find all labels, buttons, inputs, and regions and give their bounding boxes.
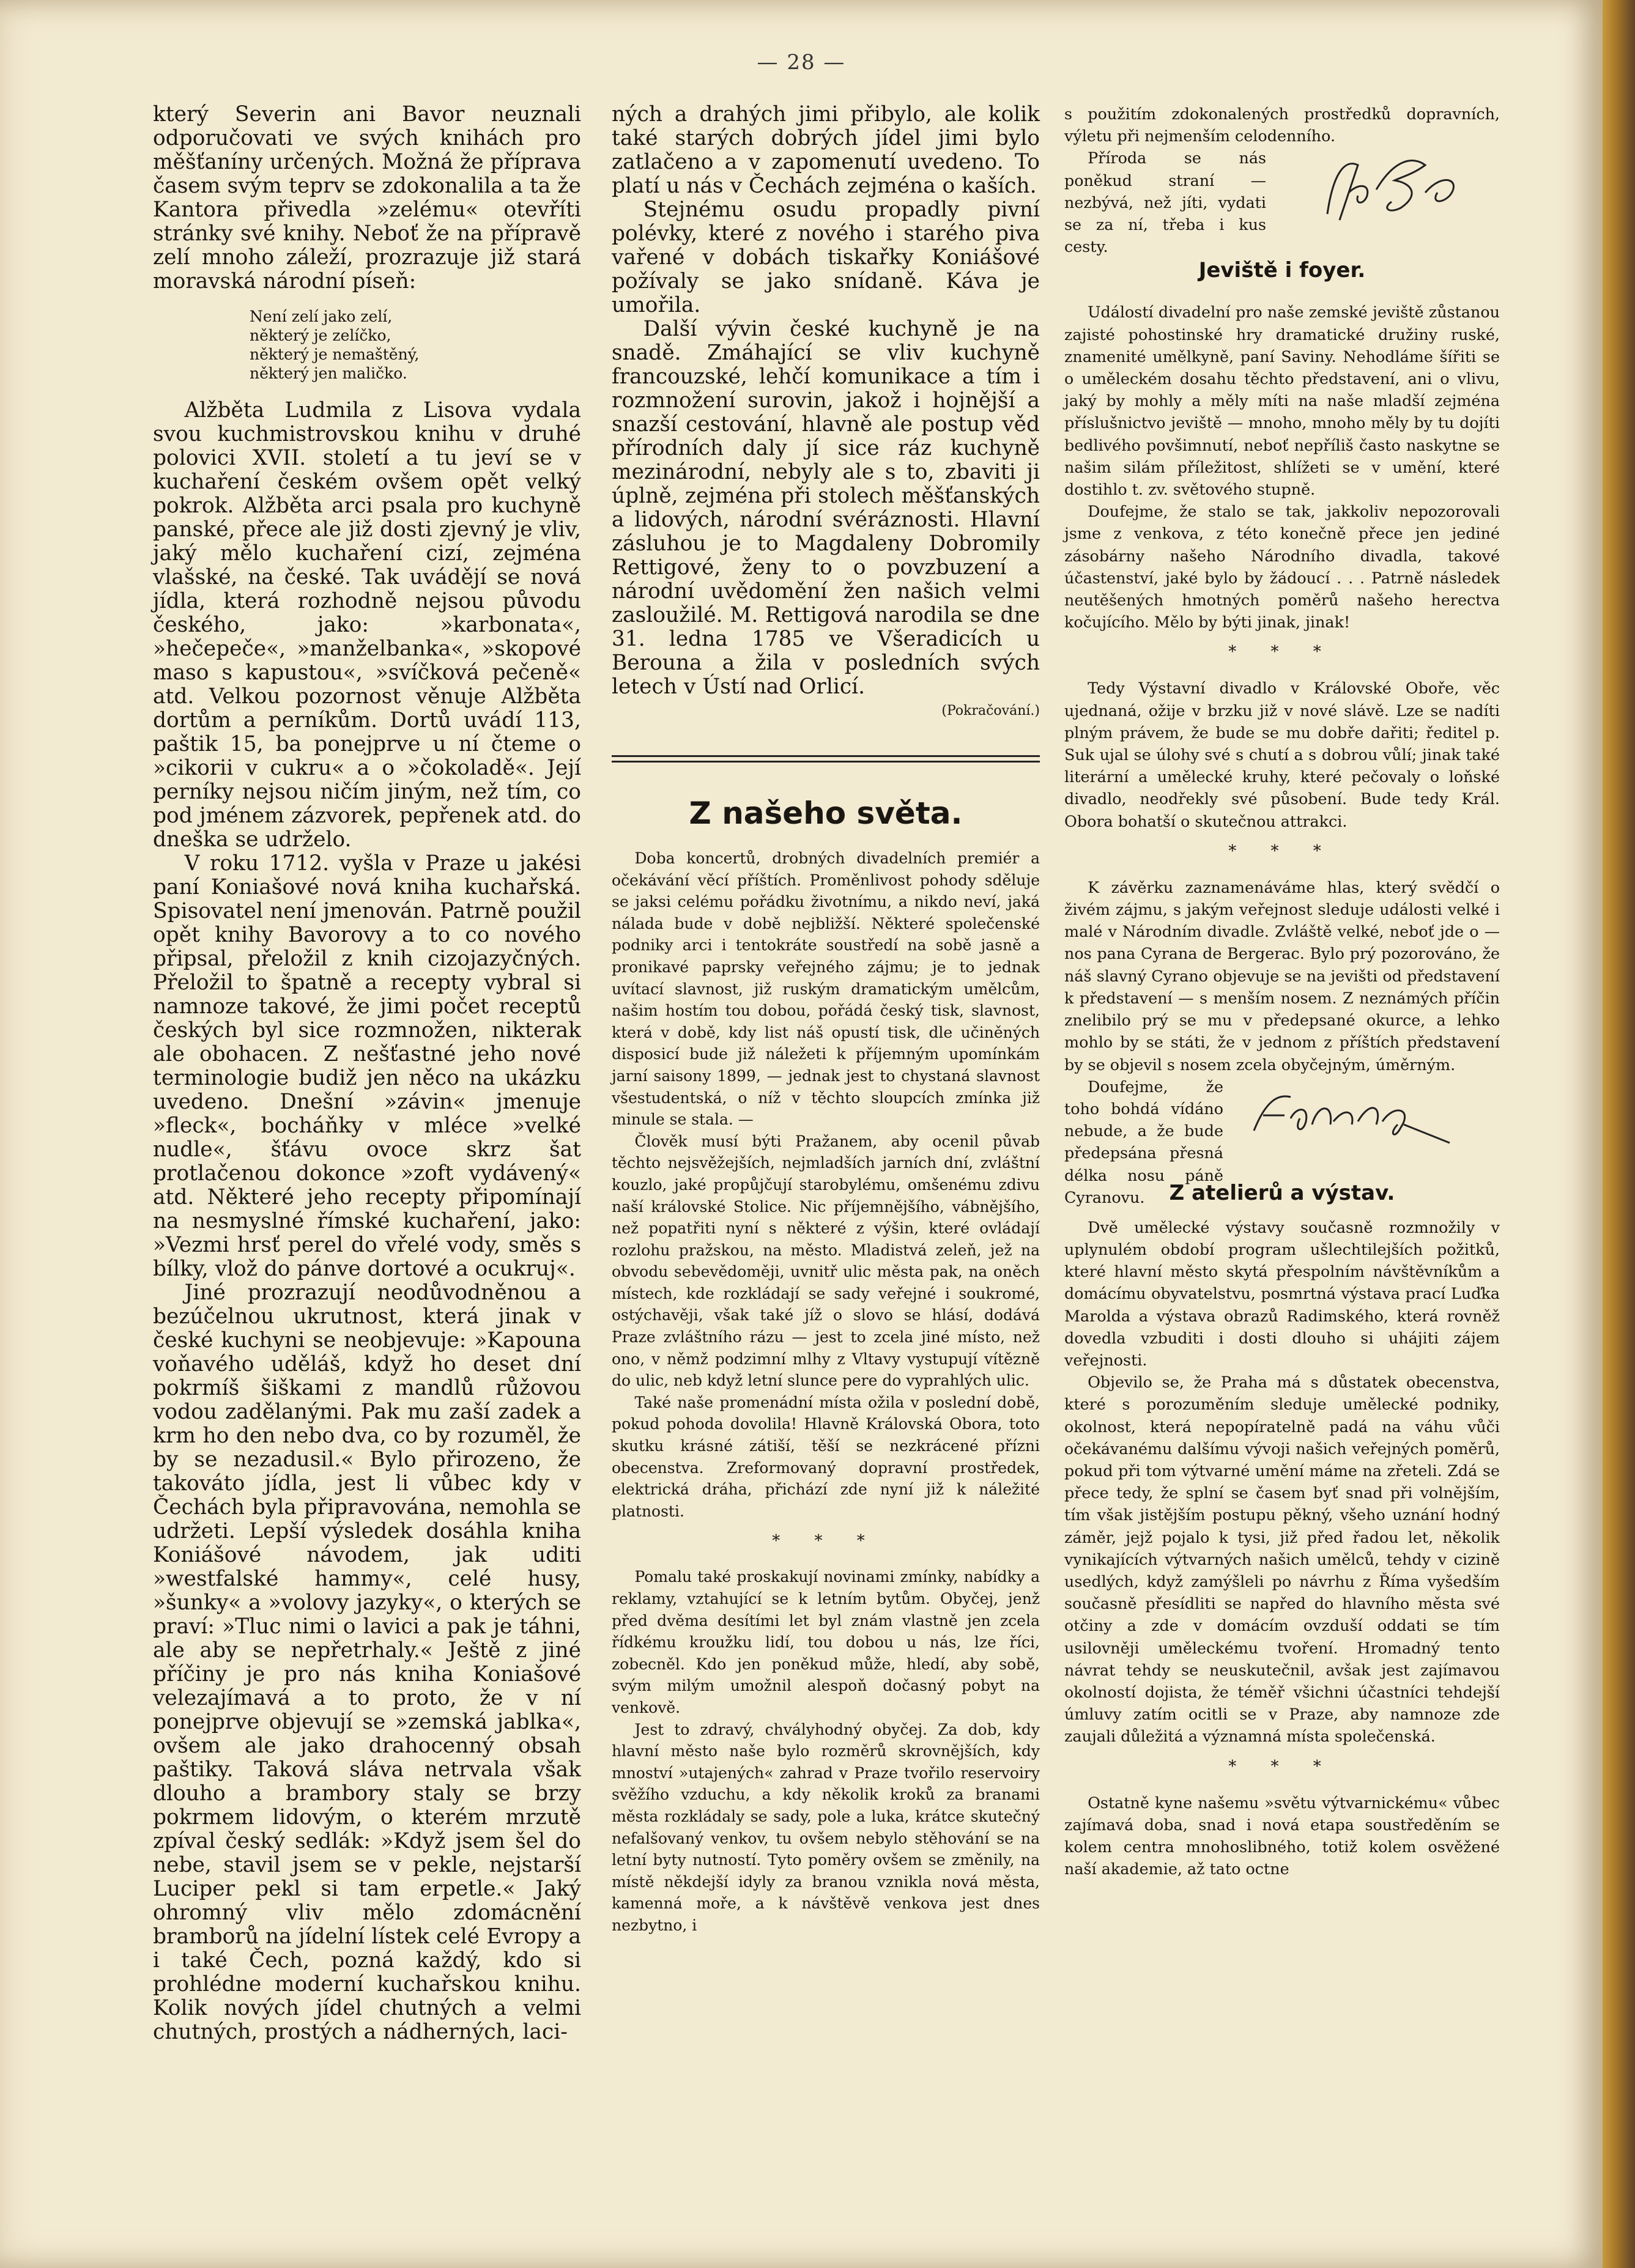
column-2-upper [612, 103, 1040, 723]
folk-song-poem [250, 307, 581, 383]
section-heading: Z našeho světa. [689, 796, 963, 831]
signature-block-1 [1064, 147, 1500, 256]
paragraph: Pomalu také proskakují novinami zmínky, nabídky a reklamy, vztahující se k letním bytům. Obyčej, jenž před dvěma desítími let byl znám vlastně jen zcela řídkému kroužku lidí, tou dobou u nás, lze říci, zobecněl. Kdo jen poněkud může, hledí, aby sobě, svým milým umožnil alespoň dočasný pobyt na venkově. [612, 1568, 1040, 1716]
section-separator: * * * [1228, 643, 1336, 662]
continuation-note: (Pokračování.) [941, 703, 1040, 718]
paragraph: Doufejme, že stalo se tak, jakkoliv nepozorovali jsme z venkova, z této konečně přece jen jediné zásobárny našeho Národního divadla, takové účastenství, jaké bylo by žádoucí . . . Patrně následek neutěšených hmotných poměrů našeho herectva kočujícího. Mělo by býti jinak, jinak! [1064, 502, 1500, 632]
paragraph: Stejnému osudu propadly pivní polévky, které z nového i starého piva vařené v dobách tiskařky Koniášové požívaly se jako snídaně. Káva je umořila. [612, 198, 1040, 317]
double-rule-top [612, 755, 1040, 757]
paragraph: V roku 1712. vyšla v Praze u jakési paní Koniašové nová kniha kuchařská. Spisovatel není jmenován. Patrně použil opět knihy Bavorovy a to co nového připsal, přeložil z knih cizojazyčných. Přeložil to špatně a recepty vybral si namnoze takové, že jimi počet receptů českých byl sice rozmnožen, nikterak ale obohacen. Z nešťastné jeho nové terminologie budiž jen něco na ukázku uvedeno. Dnešní »závin« jmenuje »fleck«, bocháňky v mléce »velké nudle«, šťávu ovoce skrz šat protlačenou dokonce »zoft vydávený« atd. Některé jeho recepty připomínají na nesmyslné římské kuchaření, jako: »Vezmi hrsť perel do vřelé vody, směs s bílky, vlož do pánve dortové a ocukruj«. [153, 851, 581, 1281]
paragraph: Tedy Výstavní divadlo v Královské Oboře, věc ujednaná, ožije v brzku již v nové slávě. Lze se nadíti plným právem, že bude se mu dobře dařiti; ředitel p. Suk ujal se úlohy své s chutí a s dobrou vůlí; jinak také literární a umělecké kruhy, které pečovaly o loňské divadlo, neodřekly své působení. Bude tedy Král. Obora bohatší o skutečnou attrakci. [1064, 679, 1500, 830]
poem-line: některý je nemaštěný, [250, 345, 420, 363]
section-separator: * * * [772, 1532, 880, 1551]
paragraph: Dvě umělecké výstavy současně rozmnožily v uplynulém období program ušlechtilejších požitků, které hlavní město skytá přespolním návštěvníkům a domácímu obyvatelstvu, posmrtná výstava prací Luďka Marolda a výstava obrazů Radimského, která rovněž dovedla vzbuditi i dosti dlouho si uhájiti zájem veřejnosti. [1064, 1217, 1500, 1369]
paragraph: K závěrku zaznamenáváme hlas, který svědčí o živém zájmu, s jakým veřejnost sleduje události velké i malé v Národním divadle. Zvláště velké, neboť jde o — nos pana Cyrana de Bergerac. Bylo prý pozorováno, že náš slavný Cyrano objevuje se na jevišti od představení k představení — s menším nosem. Z neznámých příčin znelibilo prý se mu v předepsané okurce, a lehko mohlo by se státi, že v jednom z příštích představení by se objevil s nosem zcela obyčejným, úměrným. [1064, 877, 1500, 1074]
page-edge [1603, 0, 1635, 2268]
paragraph: ných a drahých jimi přibylo, ale kolik také starých dobrých jídel jimi bylo zatlačeno a v zapomenutí uvedeno. To platí u nás v Čechách zejména o kaších. [612, 102, 1040, 198]
section-separator: * * * [1228, 841, 1336, 860]
paragraph: Objevilo se, že Praha má s důstatek obecenstva, které s porozuměním sleduje umělecké podniky, okolnost, která nepopíratelně padá na váhu vůči očekávanému dalšímu vývoji našich veřejných poměrů, pokud při tom výtvarné umění máme na zřeteli. Zdá se přece tedy, že splní se časem byť snad při volnějším, tím však jistějším postupu pěkný, všeho uznání hodný záměr, jejž pojalo k tysi, již před řadou let, několik vynikajících výtvarných našich umělců, tehdy v cizině usedlých, když zamýšleli po návrhu z Říma vyšedším současně přesídliti se napřed do hlavního města své otčiny a zde v domácím ovzduší oddati se tím usilovněji uměleckému tvoření. Hromadný tento návrat tehdy se neuskutečnil, avšak jest zajímavou okolností dojista, že téměř všichni účastníci tehdejší úmluvy zatím ocitli se v Praze, aby namnoze zde zaujali důležitá a významná místa společenská. [1064, 1373, 1500, 1746]
paragraph: Jiné prozrazují neodůvodněnou a bezúčelnou ukrutnost, která jinak v české kuchyni se neobjevuje: »Kapouna voňavého uděláš, když ho deset dní pokrmíš šiškami z mandlů růžovou vodou zadělanými. Pak mu zaší zadek a krm ho den nebo dva, co by rozuměl, že by se nezadusil.« Bylo přirozeno, že takováto jídla, jest li vůbec kdy v Čechách byla připravována, nemohla se udržeti. Lepší výsledek dosáhla kniha Koniášové návodem, jak uditi »westfalské hammy«, celé husy, »šunky« a »volovy jazyky«, o kterých se praví: »Tluc nimi o lavici a pak je táhni, ale aby se nepřetrhaly.« Ještě z jiné příčiny je pro nás kniha Koniašové velezajímavá a to proto, že v ní ponejprve objevují se »zemská jablka«, ovšem ale jako drahocenný obsah paštiky. Taková sláva netrvala však dlouho a brambory staly se brzy pokrmem lidovým, o kterém mrzutě zpíval český sedlák: »Když jsem šel do nebe, stavil jsem se v pekle, nejstarší Luciper pekl si tam erpetle.« Jaký ohromný vliv mělo zdomácnění bramborů na jídelní lístek celé Evropy a i také Čech, pozná každý, kdo si prohlédne moderní kuchařskou knihu. Kolik nových jídel chutných a velmi chutných, prostých a nádherných, laci- [153, 1280, 581, 2044]
section-separator: * * * [1228, 1757, 1336, 1776]
page-number: — 28 — [757, 50, 846, 75]
paragraph: Doba koncertů, drobných divadelních premiér a očekávání věcí příštích. Proměnlivost pohody sděluje se jaksi celému pořádku životnímu, a nikdo neví, jaká nálada bude v době nejbližší. Některé společenské podniky arci i tentokráte soustředí na sobě jasně a pronikavé paprsky veřejného zájmu; je to jednak uvítací slavnost, již ruským dramatickým umělcům, našim hostím tou dobou, pořádá český tisk, slavnost, která v době, kdy list náš opustí tisk, dle učiněných disposicí bude již náležeti k příjemným upomínkám jarní saisony 1899, — jednak jest to chystaná slavnost všestudentská, o níž v těchto sloupcích zmínka již minule se stala. — [612, 849, 1040, 1129]
section-heading: Z atelierů a výstav. [1169, 1180, 1395, 1205]
paragraph: Další vývin české kuchyně je na snadě. Zmáhající se vliv kuchyně francouzské, lehčí komunikace a tím i rozmnožení surovin, jakož i hojnější a snazší cestování, hlavně ale postup věd přírodních daly jí sice ráz kuchyně mezinárodní, nebyly ale s to, zbaviti ji úplně, zejména při stolech měšťanských a lidových, národní svéráznosti. Hlavní zásluhou je to Magdaleny Dobromily Rettigové, ženy to o povzbuzení a národní uvědomění žen našich velmi zasloužilé. M. Rettigová narodila se dne 31. ledna 1785 ve Všeradicích u Berouna a žila v posledních svých letech v Ústí nad Orlicí. [612, 317, 1040, 699]
poem-line: Není zelí jako zelí, [250, 308, 393, 325]
poem-line: některý jen maličko. [250, 364, 407, 382]
paragraph: s použitím zdokonalených prostředků dopravních, výletu při nejmenším celodenního. [1064, 105, 1500, 146]
paragraph: Ostatně kyne našemu »světu výtvarnickému« vůbec zajímavá doba, snad i nová etapa soustředěním se kolem centra mnohoslibného, totiž kolem osvěžené naší akademie, až tato octne [1064, 1793, 1500, 1878]
column-3 [1064, 103, 1500, 1880]
column-1 [153, 103, 581, 2044]
handwritten-signature-2 [1248, 1082, 1456, 1155]
handwritten-signature-1 [1321, 147, 1468, 232]
paragraph: Jest to zdravý, chvályhodný obyčej. Za dob, kdy hlavní město naše bylo rozměrů skrovnějších, kdy mnoství »utajených« zahrad v Praze tvořilo reservoiry svěžího vzduchu, a kdy několik kroků za branami města rozkládaly se sady, pole a luka, krátce skutečný nefalšovaný venkov, tu ovšem nebylo stěhování se na letní byty nutností. Tyto poměry ovšem se změnily, na místě někdejší idyly za branou vznikla nová města, kamenná moře, a k návštěvě venkova jest dnes nezbytno, i [612, 1720, 1040, 1934]
paragraph: Příroda se nás poněkud straní — nezbývá, než jíti, vydati se za ní, třeba i kus cesty. [1064, 149, 1266, 256]
double-rule-bottom [612, 761, 1040, 763]
paragraph: Alžběta Ludmila z Lisova vydala svou kuchmistrovskou knihu v druhé polovici XVII. století a tu jeví se v kuchaření českém ovšem opět velký pokrok. Alžběta arci psala pro kuchyně panské, přece ale již dosti zjevný je vliv, jaký mělo kuchaření cizí, zejména vlašské, na české. Tak uvádějí se nová jídla, která rozhodně nejsou původu českého, jako: »karbonata«, »hečepeče«, »manželbanka«, »skopové maso s kapustou«, »svíčková pečeně« atd. Velkou pozornost věnuje Alžběta dortům a perníkům. Dortů uvádí 113, paštik 15, ba ponejprve u ní čteme o »cikorii v cukru« a o »čokoladě«. Její perníky nejsou ničím jiným, než tím, co pod jménem zázvorek, pepřenek atd. do dneška se udrželo. [153, 398, 581, 852]
signature-1-text: Jos. Bor [1321, 147, 1324, 148]
poem-line: některý je zelíčko, [250, 327, 391, 344]
paragraph: který Severin ani Bavor neuznali odporučovati ve svých knihách pro měšťaníny určených. Možná že příprava časem svým teprv se zdokonalila a ta že Kantora přivedla »zelému« otevříti stránky své knihy. Neboť že na přípravě zelí mnoho záleží, prozrazuje již stará moravská národní píseň: [153, 102, 581, 294]
section-heading: Jeviště i foyer. [1198, 258, 1366, 283]
paragraph: Událostí divadelní pro naše zemské jeviště zůstanou zajisté pohostinské hry dramatické družiny ruské, znamenité umělkyně, paní Saviny. Nehodláme šířiti se o uměleckém dosahu těchto představení, ani o vlivu, jaký by mohly a měly míti na naše mladší zejména příslušnictvo jeviště — mnoho, mnoho měly by tu dojíti bedlivého povšimnutí, neboť nepříliš často naskytne se našim silám příležitost, shlížeti se v umění, které dostihlo t. zv. světového stupně. [1064, 303, 1500, 499]
paragraph: Také naše promenádní místa ožila v poslední době, pokud pohoda dovolila! Hlavně Královská Obora, toto skutku krásné zátiší, těší se nezkrácené přízni obecenstva. Zreformovaný dopravní prostředek, elektrická dráha, přichází zde nyní již k náležité platnosti. [612, 1393, 1040, 1520]
signature-2-text: Fr. Kaminek [1248, 1081, 1252, 1082]
column-2-lower [612, 795, 1040, 1937]
paragraph: Doufejme, že toho bohdá vídáno nebude, a že bude předepsána přesná délka nosu páně Cyranovu. [1064, 1077, 1223, 1206]
paragraph: Člověk musí býti Pražanem, aby ocenil půvab těchto nejsvěžejších, nejmladších jarních dní, zvláštní kouzlo, jaké propůjčují starobylému, omšenému zdivu naší královské Stolice. Nic příjemnějšího, vábnějšího, než popatřiti nyní s některé z výšin, které ovládají rozlohu pražskou, na město. Mladistvá zeleň, jež na obvodu sebevědoměji, uvnitř ulic města pak, na oněch místech, kde rozkládají se sady veřejné i soukromé, ostýchavěji, však také jíž o slovo se hlásí, dodává Praze zvláštního rázu — jest to zcela jiné místo, než ono, v němž podzimní mlhy z Vltavy vystupují vítězně do ulic, neb když letní slunce pere do vyprahlých ulic. [612, 1132, 1040, 1390]
